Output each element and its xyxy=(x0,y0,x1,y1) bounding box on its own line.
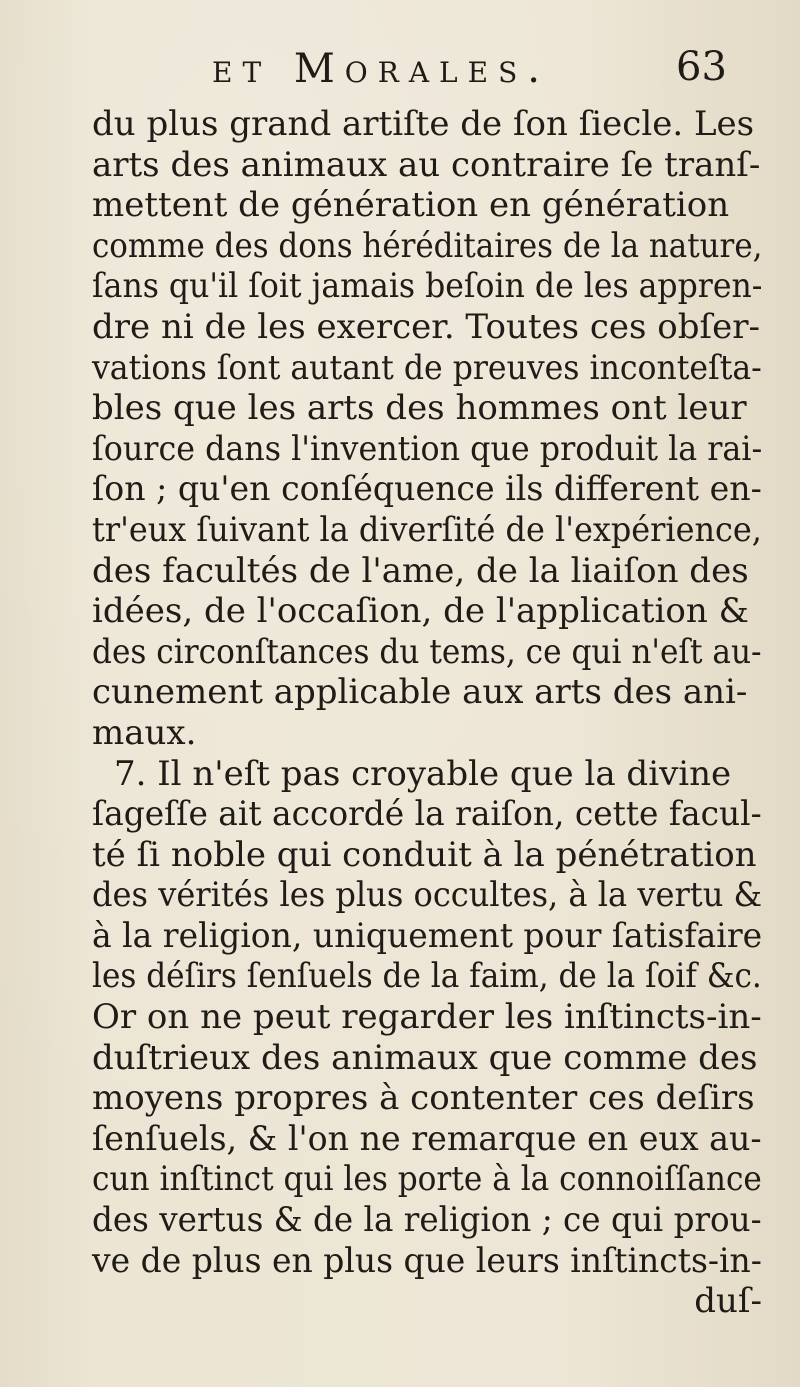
text-line: té ſi noble qui conduit à la pénétration xyxy=(92,834,757,875)
paragraph-start-line: 7. Il n'eſt pas croyable que la divine xyxy=(114,753,732,794)
text-line: moyens propres à contenter ces deſirs xyxy=(92,1078,755,1119)
text-line: duſtrieux des animaux que comme des xyxy=(92,1037,758,1078)
text-line: les déſirs ſenſuels de la faim, de la ſoif &c. xyxy=(92,956,762,997)
text-line: cun inſtinct qui les porte à la connoiſſance xyxy=(92,1159,762,1200)
text-line: tr'eux ſuivant la diverſité de l'expérience, xyxy=(92,509,762,550)
text-line: à la religion, uniquement pour ſatisfaire xyxy=(92,915,763,956)
text-line: mettent de génération en génération xyxy=(92,185,730,226)
text-line: ſon ; qu'en conſéquence ils different en- xyxy=(92,469,762,510)
text-line: maux. xyxy=(92,712,197,753)
page-number: 63 xyxy=(676,44,727,90)
running-title: et Morales. xyxy=(212,46,550,92)
text-line: Or on ne peut regarder les inſtincts-in- xyxy=(92,997,762,1038)
text-line: des facultés de l'ame, de la liaiſon des xyxy=(92,550,749,591)
text-line: ſageſſe ait accordé la raiſon, cette facul- xyxy=(92,794,762,835)
text-line: arts des animaux au contraire ſe tranſ- xyxy=(92,144,761,185)
text-line: vations ſont autant de preuves inconteſta- xyxy=(92,347,762,388)
text-line: ſource dans l'invention que produit la rai- xyxy=(92,428,763,469)
text-line: des vérités les plus occultes, à la vertu & xyxy=(92,875,763,916)
text-line: bles que les arts des hommes ont leur xyxy=(92,388,747,429)
text-line: ve de plus en plus que leurs inſtincts-in- xyxy=(92,1240,762,1281)
text-line: dre ni de les exercer. Toutes ces obſer- xyxy=(92,306,760,347)
text-line: du plus grand artiſte de ſon ſiecle. Les xyxy=(92,104,755,144)
text-line: idées, de l'occaſion, de l'application & xyxy=(92,591,749,632)
text-line: cunement applicable aux arts des ani- xyxy=(92,672,748,713)
catchword: duſ- xyxy=(694,1281,762,1322)
body-text xyxy=(92,104,762,1322)
text-line: des vertus & de la religion ; ce qui prou- xyxy=(92,1200,762,1241)
text-line: comme des dons héréditaires de la nature, xyxy=(92,225,763,266)
text-line: des circonſtances du tems, ce qui n'eſt au- xyxy=(92,631,762,672)
page-header xyxy=(0,40,800,100)
text-line: ſenſuels, & l'on ne remarque en eux au- xyxy=(92,1118,762,1159)
text-line: ſans qu'il ſoit jamais beſoin de les appren- xyxy=(92,266,763,307)
